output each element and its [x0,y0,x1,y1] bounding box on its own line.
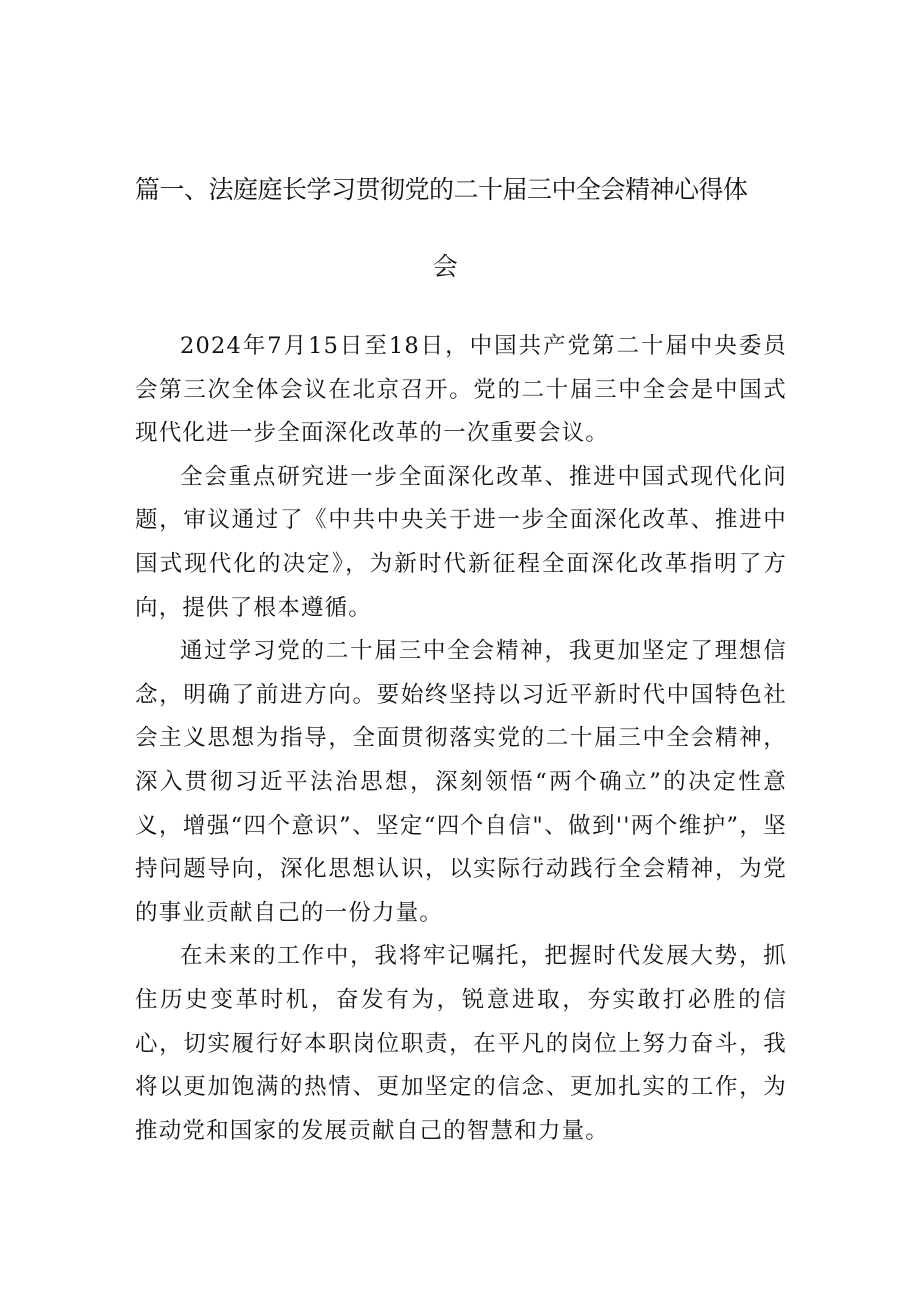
paragraph-2: 全会重点研究进一步全面深化改革、推进中国式现代化问题，审议通过了《中共中央关于进一步全面深化改革、推进中国式现代化的决定》，为新时代新征程全面深化改革指明了方向，提供了根本遵循。 [135,463,787,621]
paragraph-3: 通过学习党的二十届三中全会精神，我更加坚定了理想信念，明确了前进方向。要始终坚持以习近平新时代中国特色社会主义思想为指导，全面贯彻落实党的二十届三中全会精神，深入贯彻习近平法治思想，深刻领悟“两个确立”的决定性意义，增强“四个意识”、坚定“四个自信"、做到''两个维护”，坚持问题导向，深化思想认识，以实际行动践行全会精神，为党的事业贡献自己的一份力量。 [135,638,787,926]
title-line-2: 会 [432,252,458,281]
document-title [135,168,785,302]
paragraph-4: 在未来的工作中，我将牢记嘱托，把握时代发展大势，抓住历史变革时机，奋发有为，锐意进取，夯实敢打必胜的信心，切实履行好本职岗位职责，在平凡的岗位上努力奋斗，我将以更加饱满的热情、更加坚定的信念、更加扎实的工作，为推动党和国家的发展贡献自己的智慧和力量。 [135,943,787,1144]
paragraph-1: 2024年7月15日至18日，中国共产党第二十届中央委员会第三次全体会议在北京召开。党的二十届三中全会是中国式现代化进一步全面深化改革的一次重要会议。 [135,333,787,447]
document-body [135,325,787,1153]
title-line-1: 篇一、法庭庭长学习贯彻党的二十届三中全会精神心得体 [135,175,748,204]
